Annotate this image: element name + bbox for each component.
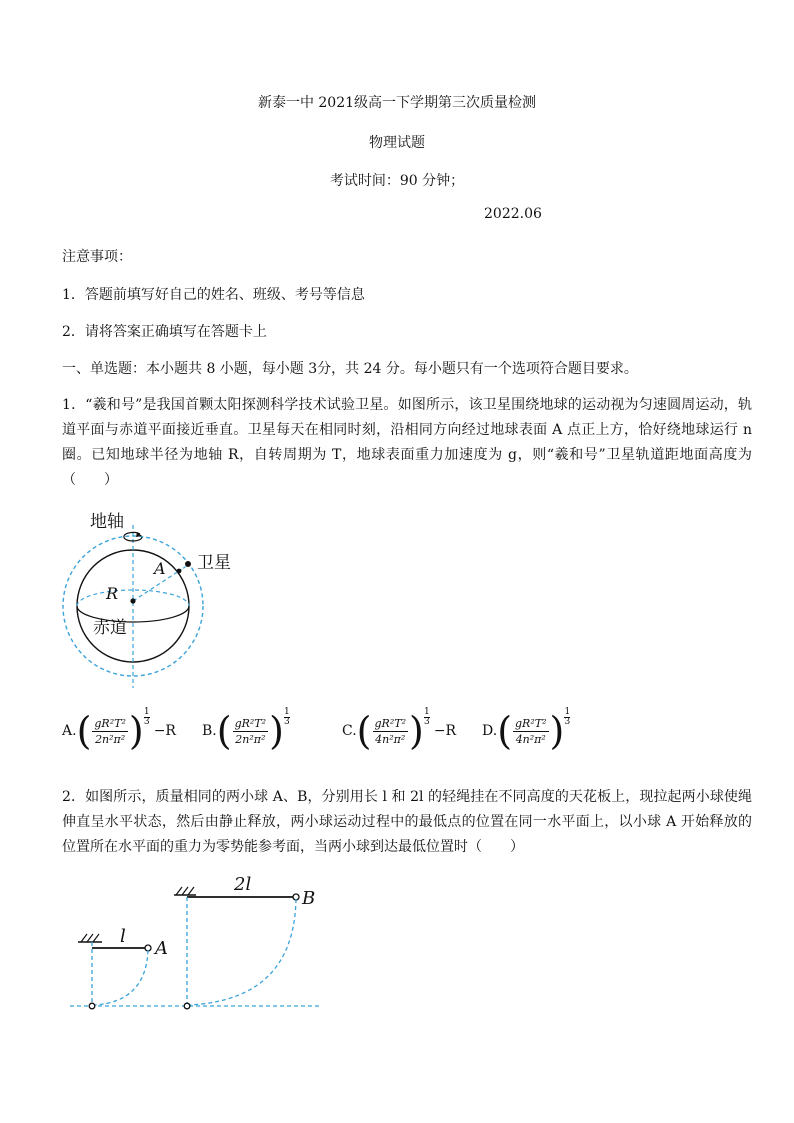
option-a-exp-bottom: 3	[143, 717, 150, 727]
option-c-minus-r: −R	[433, 723, 457, 739]
option-a-minus-r: −R	[153, 723, 176, 739]
label-2l: 2l	[234, 874, 252, 895]
exam-date: 2022.06	[484, 206, 542, 222]
subject-title: 物理试题	[369, 135, 425, 151]
option-d[interactable]: D. ( $\frac{\text{gR²T²}}{\text{4n²π²}}$ ) 1 3	[482, 707, 571, 753]
option-c-denominator: 4n²π²	[375, 732, 406, 746]
pendulum-figure	[62, 868, 332, 1018]
option-a-numerator: gR²T²	[94, 716, 126, 730]
option-b-exp-bottom: 3	[284, 717, 290, 727]
option-d-denominator: 4n²π²	[515, 732, 546, 746]
option-d-label: D.	[482, 723, 498, 739]
earth-satellite-figure	[62, 505, 231, 690]
satellite-dot	[185, 561, 191, 567]
option-c-exp-top: 1	[423, 707, 430, 717]
option-b-numerator: gR²T²	[234, 716, 267, 730]
notes-heading: 注意事项：	[62, 249, 132, 265]
option-b-exp-top: 1	[284, 707, 290, 717]
option-a-label: A.	[62, 723, 77, 739]
option-c-exp-bottom: 3	[423, 717, 430, 727]
option-d-numerator: gR²T²	[515, 716, 547, 730]
option-c[interactable]: C. ( $\frac{\text{gR²T²}}{\text{4n²π²}}$ ) 1 3 −R	[342, 707, 457, 753]
note-item-2: 2．请将答案正确填写在答题卡上	[62, 324, 267, 340]
option-d-exp-bottom: 3	[564, 717, 571, 727]
option-c-label: C.	[342, 723, 357, 739]
radius-label: R	[106, 584, 119, 603]
equator-label: 赤道	[93, 618, 127, 638]
question-2-text: 2．如图所示，质量相同的两小球 A、B，分别用长 l 和 2l 的轻绳挂在不同高度的天花板上，现拉起两小球使绳伸直呈水平状态，然后由静止释放，两小球运动过程中的最低点的位置在同一水平面上，以小球 A 开始释放的位置所在水平面的重力为零势能参考面，当两小球到达最低位置时（ ）	[62, 789, 752, 855]
option-b[interactable]: B. ( $\frac{\text{gR²T²}}{\text{2n²π²}}$ ) 1 3	[202, 707, 290, 753]
satellite-label: 卫星	[197, 553, 231, 573]
option-c-numerator: gR²T²	[374, 716, 406, 730]
option-a-exp-top: 1	[143, 707, 150, 717]
option-a[interactable]: A. ( $\frac{\text{gR²T²}}{\text{2n²π²}}$ ) 1 3 −R	[62, 707, 176, 753]
low-point-b	[184, 1003, 190, 1009]
option-b-label: B.	[202, 723, 217, 739]
label-l: l	[120, 926, 126, 947]
option-d-exp-top: 1	[564, 707, 571, 717]
center-dot	[130, 598, 135, 603]
exam-title: 新泰一中 2021级高一下学期第三次质量检测	[257, 95, 537, 111]
label-a: A	[155, 938, 168, 959]
note-item-1: 1．答题前填写好自己的姓名、班级、考号等信息	[62, 287, 365, 303]
axis-label: 地轴	[90, 512, 124, 532]
section-heading: 一、单选题：本小题共 8 小题，每小题 3分，共 24 分。每小题只有一个选项符合题目要求。	[62, 361, 638, 377]
label-b: B	[302, 888, 316, 909]
option-a-denominator: 2n²π²	[95, 732, 126, 746]
option-b-denominator: 2n²π²	[235, 732, 266, 746]
exam-time: 考试时间：90 分钟；	[329, 173, 465, 189]
question-1-text: 1．“羲和号”是我国首颗太阳探测科学技术试验卫星。如图所示，该卫星围绕地球的运动视为匀速圆周运动，轨道平面与赤道平面接近垂直。卫星每天在相同时刻，沿相同方向经过地球表面 A 点正上方，恰好绕地球运行 n 圈。已知地球半径为地轴 R，自转周期为 T，地球表面重力加速度为 g，则“羲和号”卫星轨道距地面高度为（ ）	[62, 397, 752, 488]
point-a-label: A	[154, 559, 166, 578]
point-a-dot	[177, 569, 182, 574]
low-point-a	[89, 1003, 95, 1009]
